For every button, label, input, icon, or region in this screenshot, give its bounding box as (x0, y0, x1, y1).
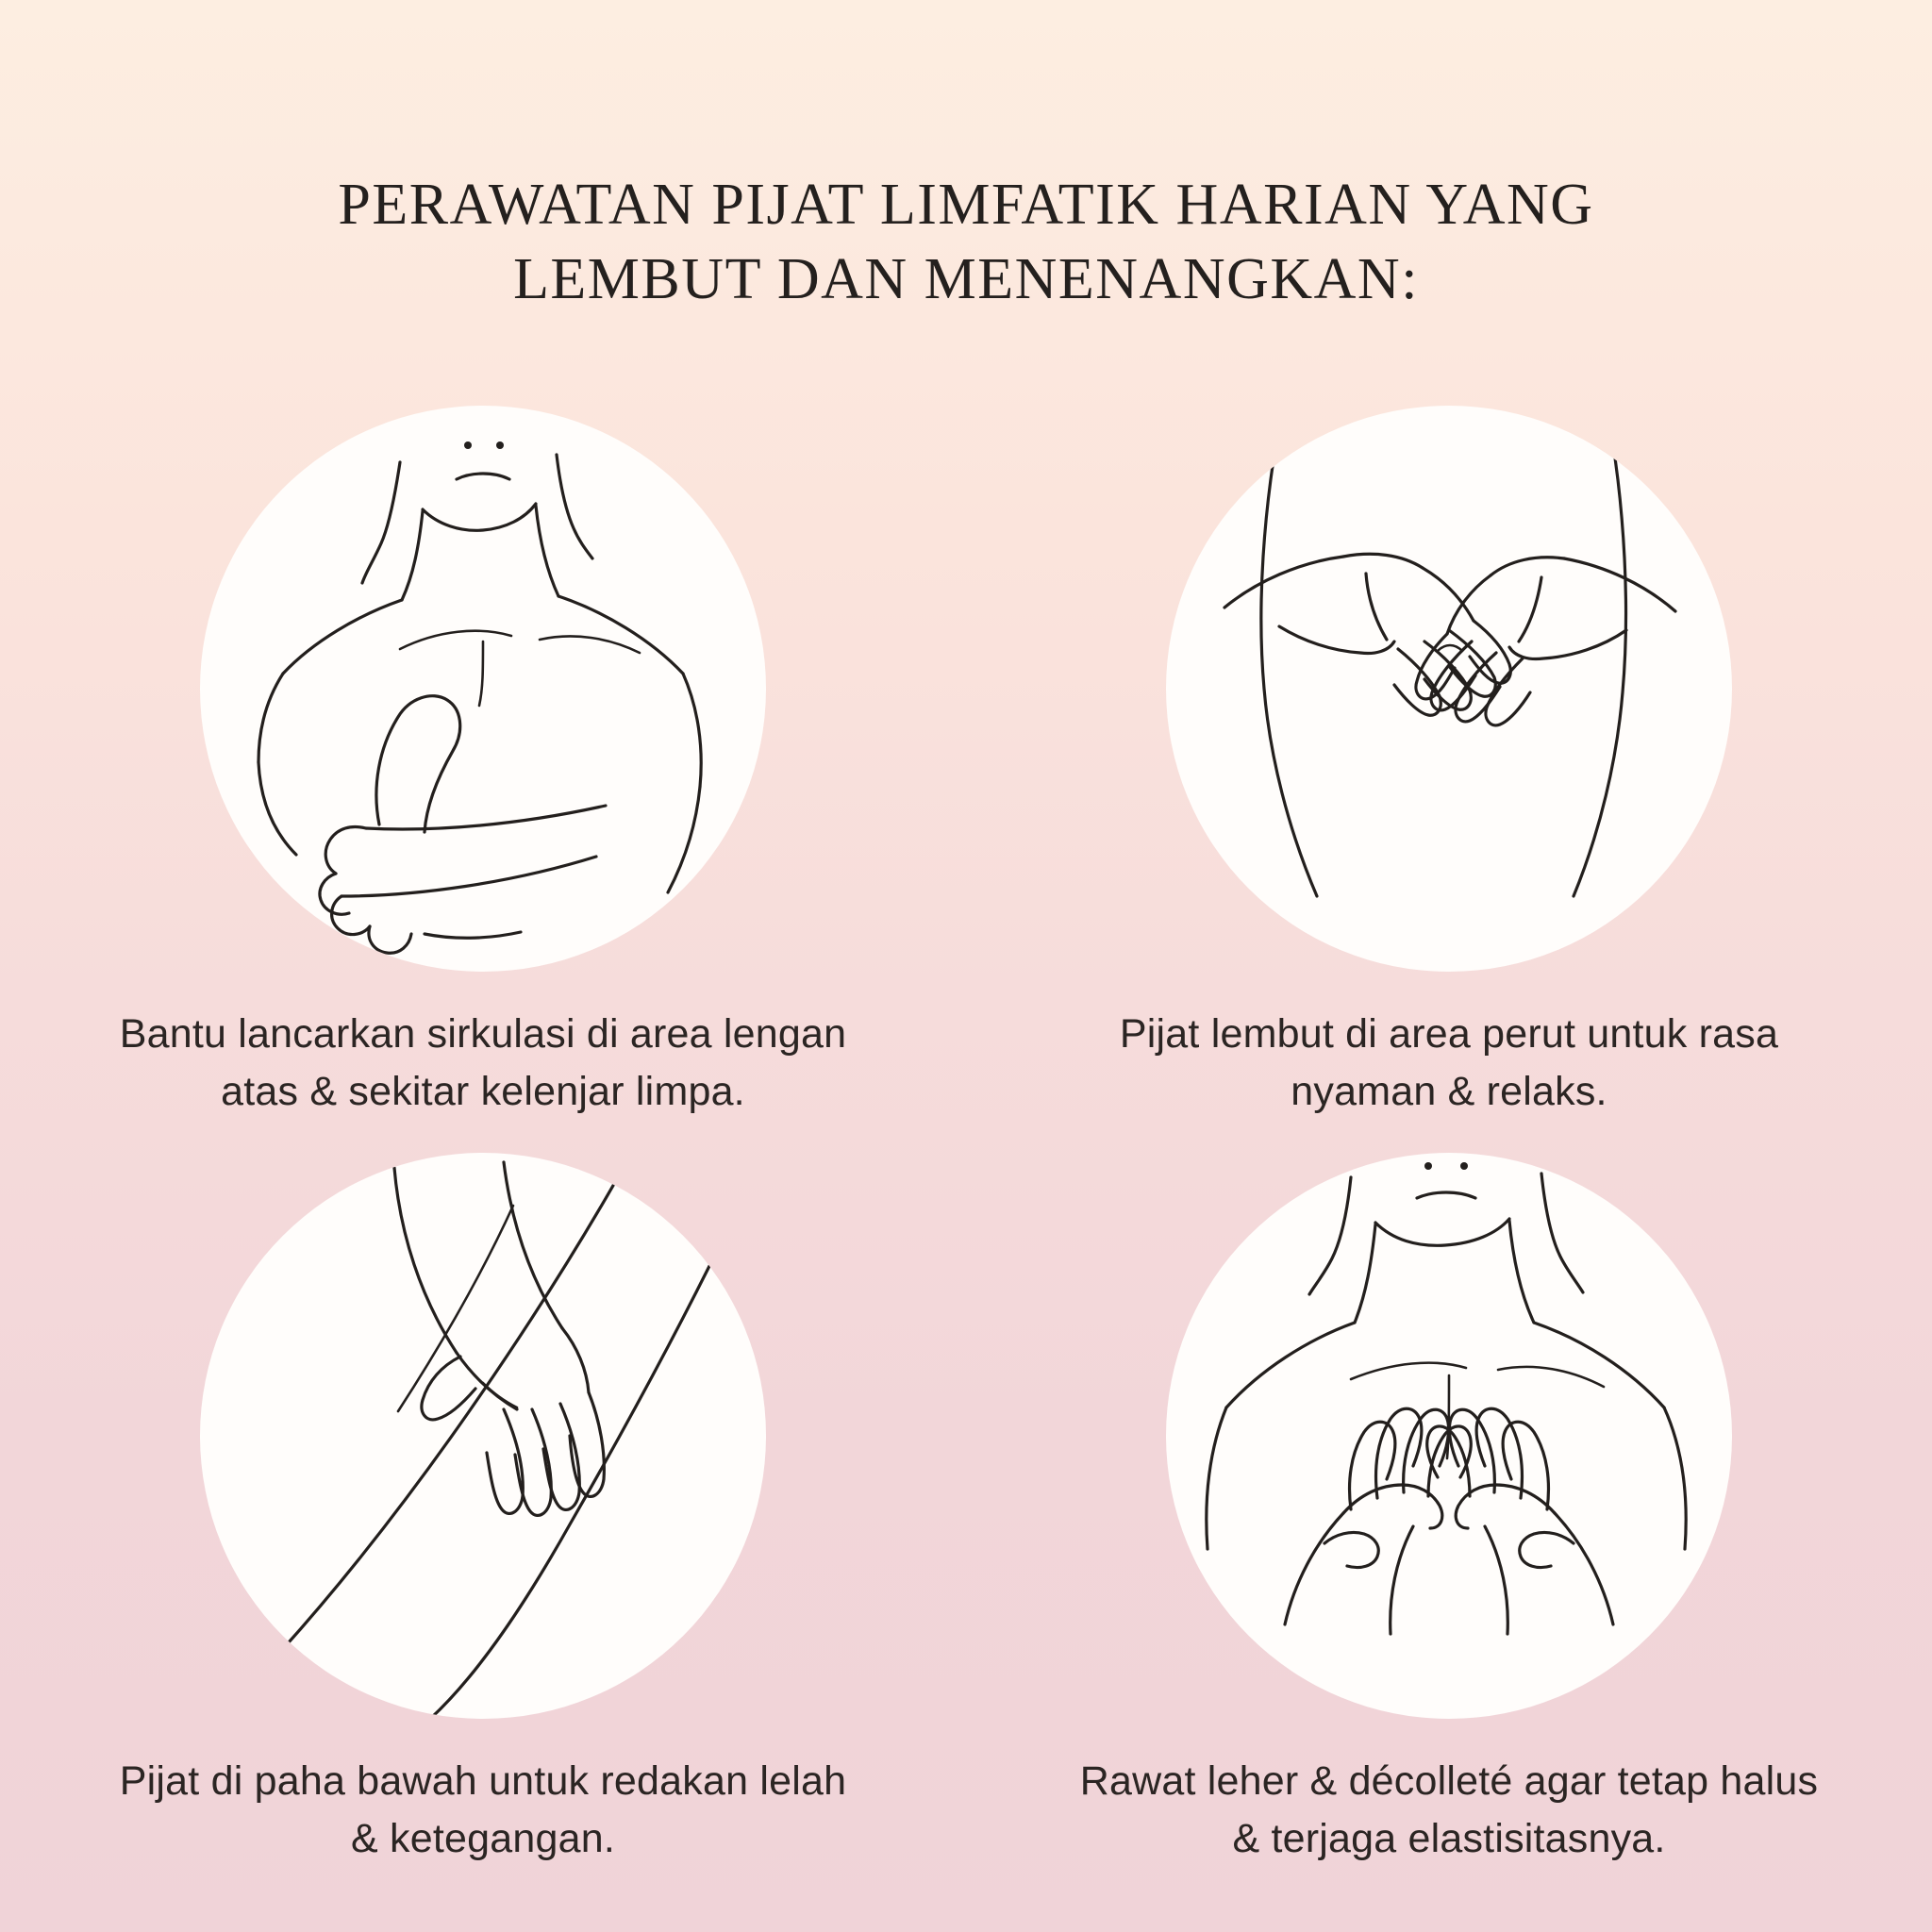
step-card-neck-decollete-care (966, 1153, 1932, 1868)
hand-massaging-thigh-icon (200, 1153, 766, 1719)
upper-arm-lymph-illustration-circle (200, 406, 766, 972)
step-card-abdomen-massage (966, 406, 1932, 1121)
step-caption: Bantu lancarkan sirkulasi di area lengan atas & sekitar kelenjar limpa. (119, 1011, 847, 1115)
torso-with-hand-on-upper-arm-icon (200, 406, 766, 972)
abdomen-massage-illustration-circle (1166, 406, 1732, 972)
step-card-lower-thigh-massage (0, 1153, 966, 1868)
step-caption: Rawat leher & décolleté agar tetap halus & terjaga elastisitasnya. (1079, 1758, 1819, 1862)
neck-decollete-illustration-circle (1166, 1153, 1732, 1719)
two-hands-massaging-abdomen-icon (1166, 406, 1732, 972)
page-title: PERAWATAN PIJAT LIMFATIK HARIAN YANG LEMBUT DAN MENENANGKAN: (338, 173, 1594, 312)
steps-grid (0, 406, 1932, 1868)
step-caption: Pijat di paha bawah untuk redakan lelah & ketegangan. (119, 1758, 847, 1862)
step-caption: Pijat lembut di area perut untuk rasa nyaman & relaks. (1119, 1011, 1779, 1115)
step-card-upper-arm-lymph (0, 406, 966, 1121)
lower-thigh-illustration-circle (200, 1153, 766, 1719)
two-hands-on-neck-and-decollete-icon (1166, 1153, 1732, 1719)
